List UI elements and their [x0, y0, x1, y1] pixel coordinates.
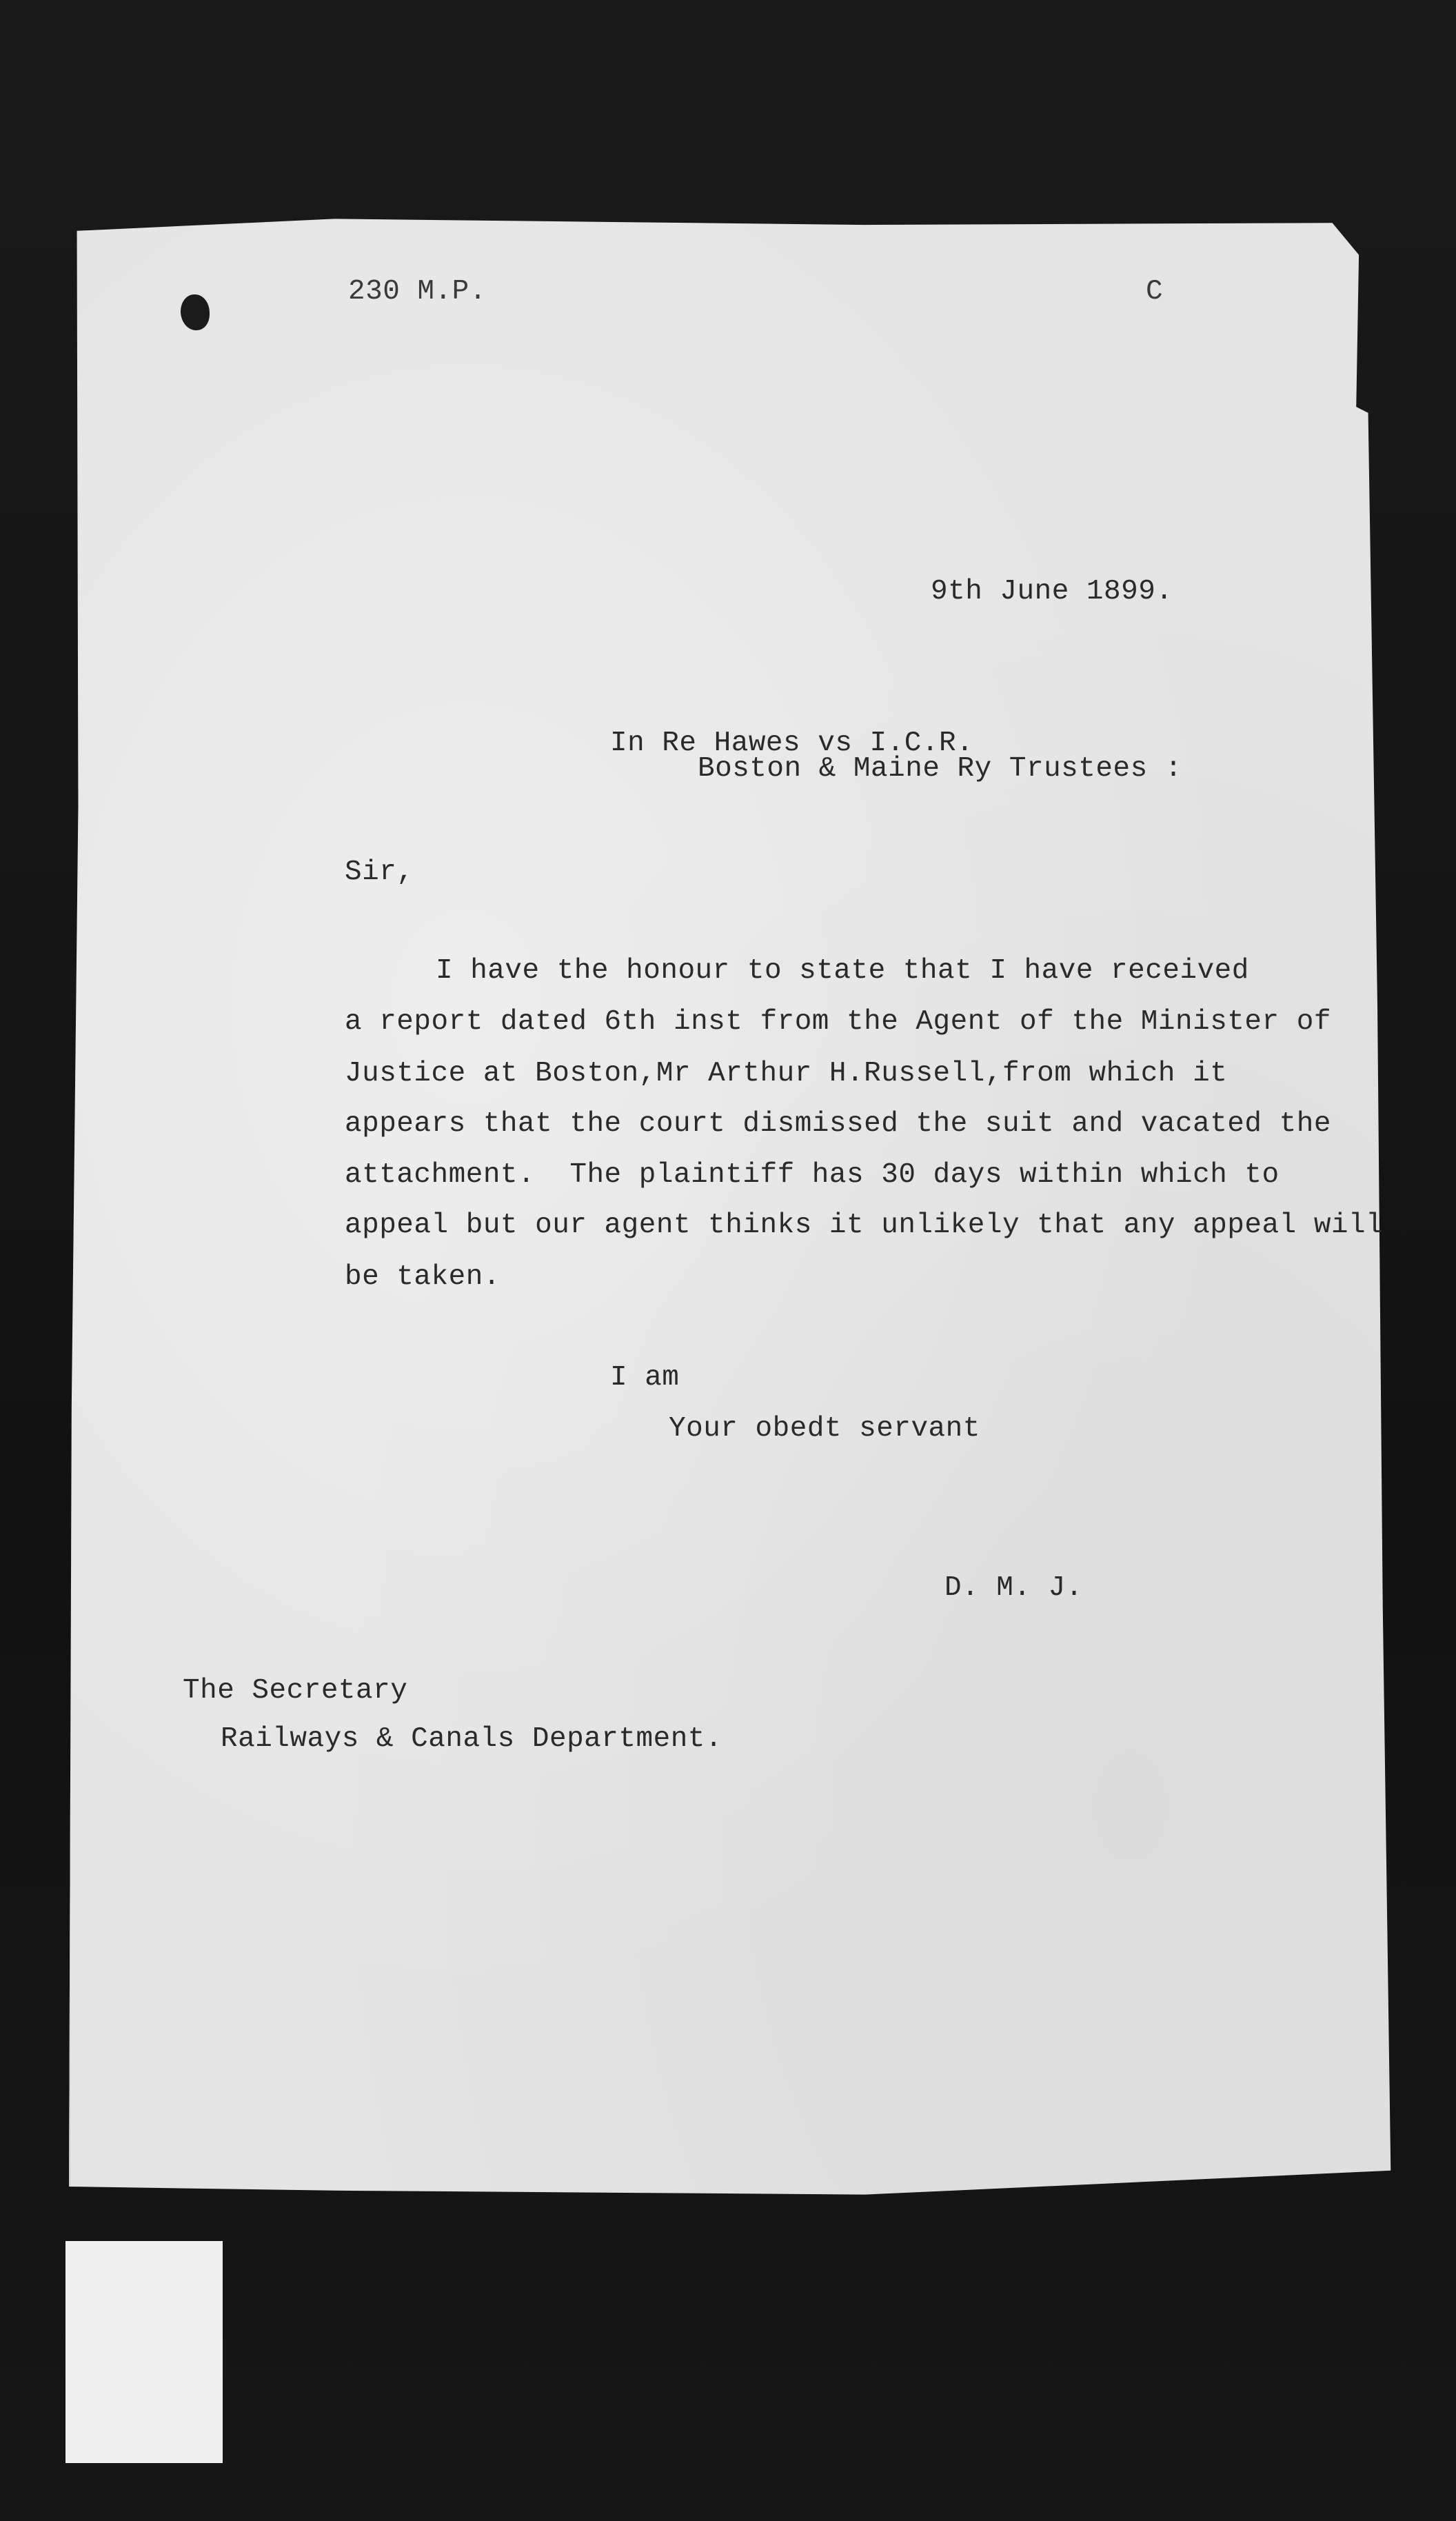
body-line: be taken. [345, 1261, 501, 1293]
body-line: Justice at Boston,Mr Arthur H.Russell,from which it [345, 1058, 1228, 1089]
file-reference: 230 M.P. [348, 276, 487, 308]
letter-date: 9th June 1899. [931, 576, 1173, 607]
body-line: appears that the court dismissed the suit and vacated the [345, 1108, 1331, 1140]
letter-sheet [69, 207, 1396, 2207]
body-line: appeal but our agent thinks it unlikely that any appeal will [345, 1209, 1384, 1241]
body-line: attachment. The plaintiff has 30 days within which to [345, 1159, 1280, 1191]
subject-line-1: In Re Hawes vs I.C.R. [610, 727, 974, 759]
corner-mark: C [1146, 276, 1164, 308]
addressee-line-1: The Secretary [183, 1675, 408, 1707]
paper-stub [65, 2241, 223, 2463]
addressee-line-2: Railways & Canals Department. [221, 1723, 723, 1755]
closing-line-1: I am [610, 1362, 680, 1394]
subject-line-2: Boston & Maine Ry Trustees : [698, 753, 1182, 785]
body-line: a report dated 6th inst from the Agent of the Minister of [345, 1006, 1331, 1038]
signature-initials: D. M. J. [944, 1572, 1083, 1604]
body-line: I have the honour to state that I have received [436, 955, 1249, 987]
closing-line-2: Your obedt servant [669, 1413, 980, 1445]
punch-hole [181, 294, 210, 330]
salutation: Sir, [345, 856, 414, 888]
